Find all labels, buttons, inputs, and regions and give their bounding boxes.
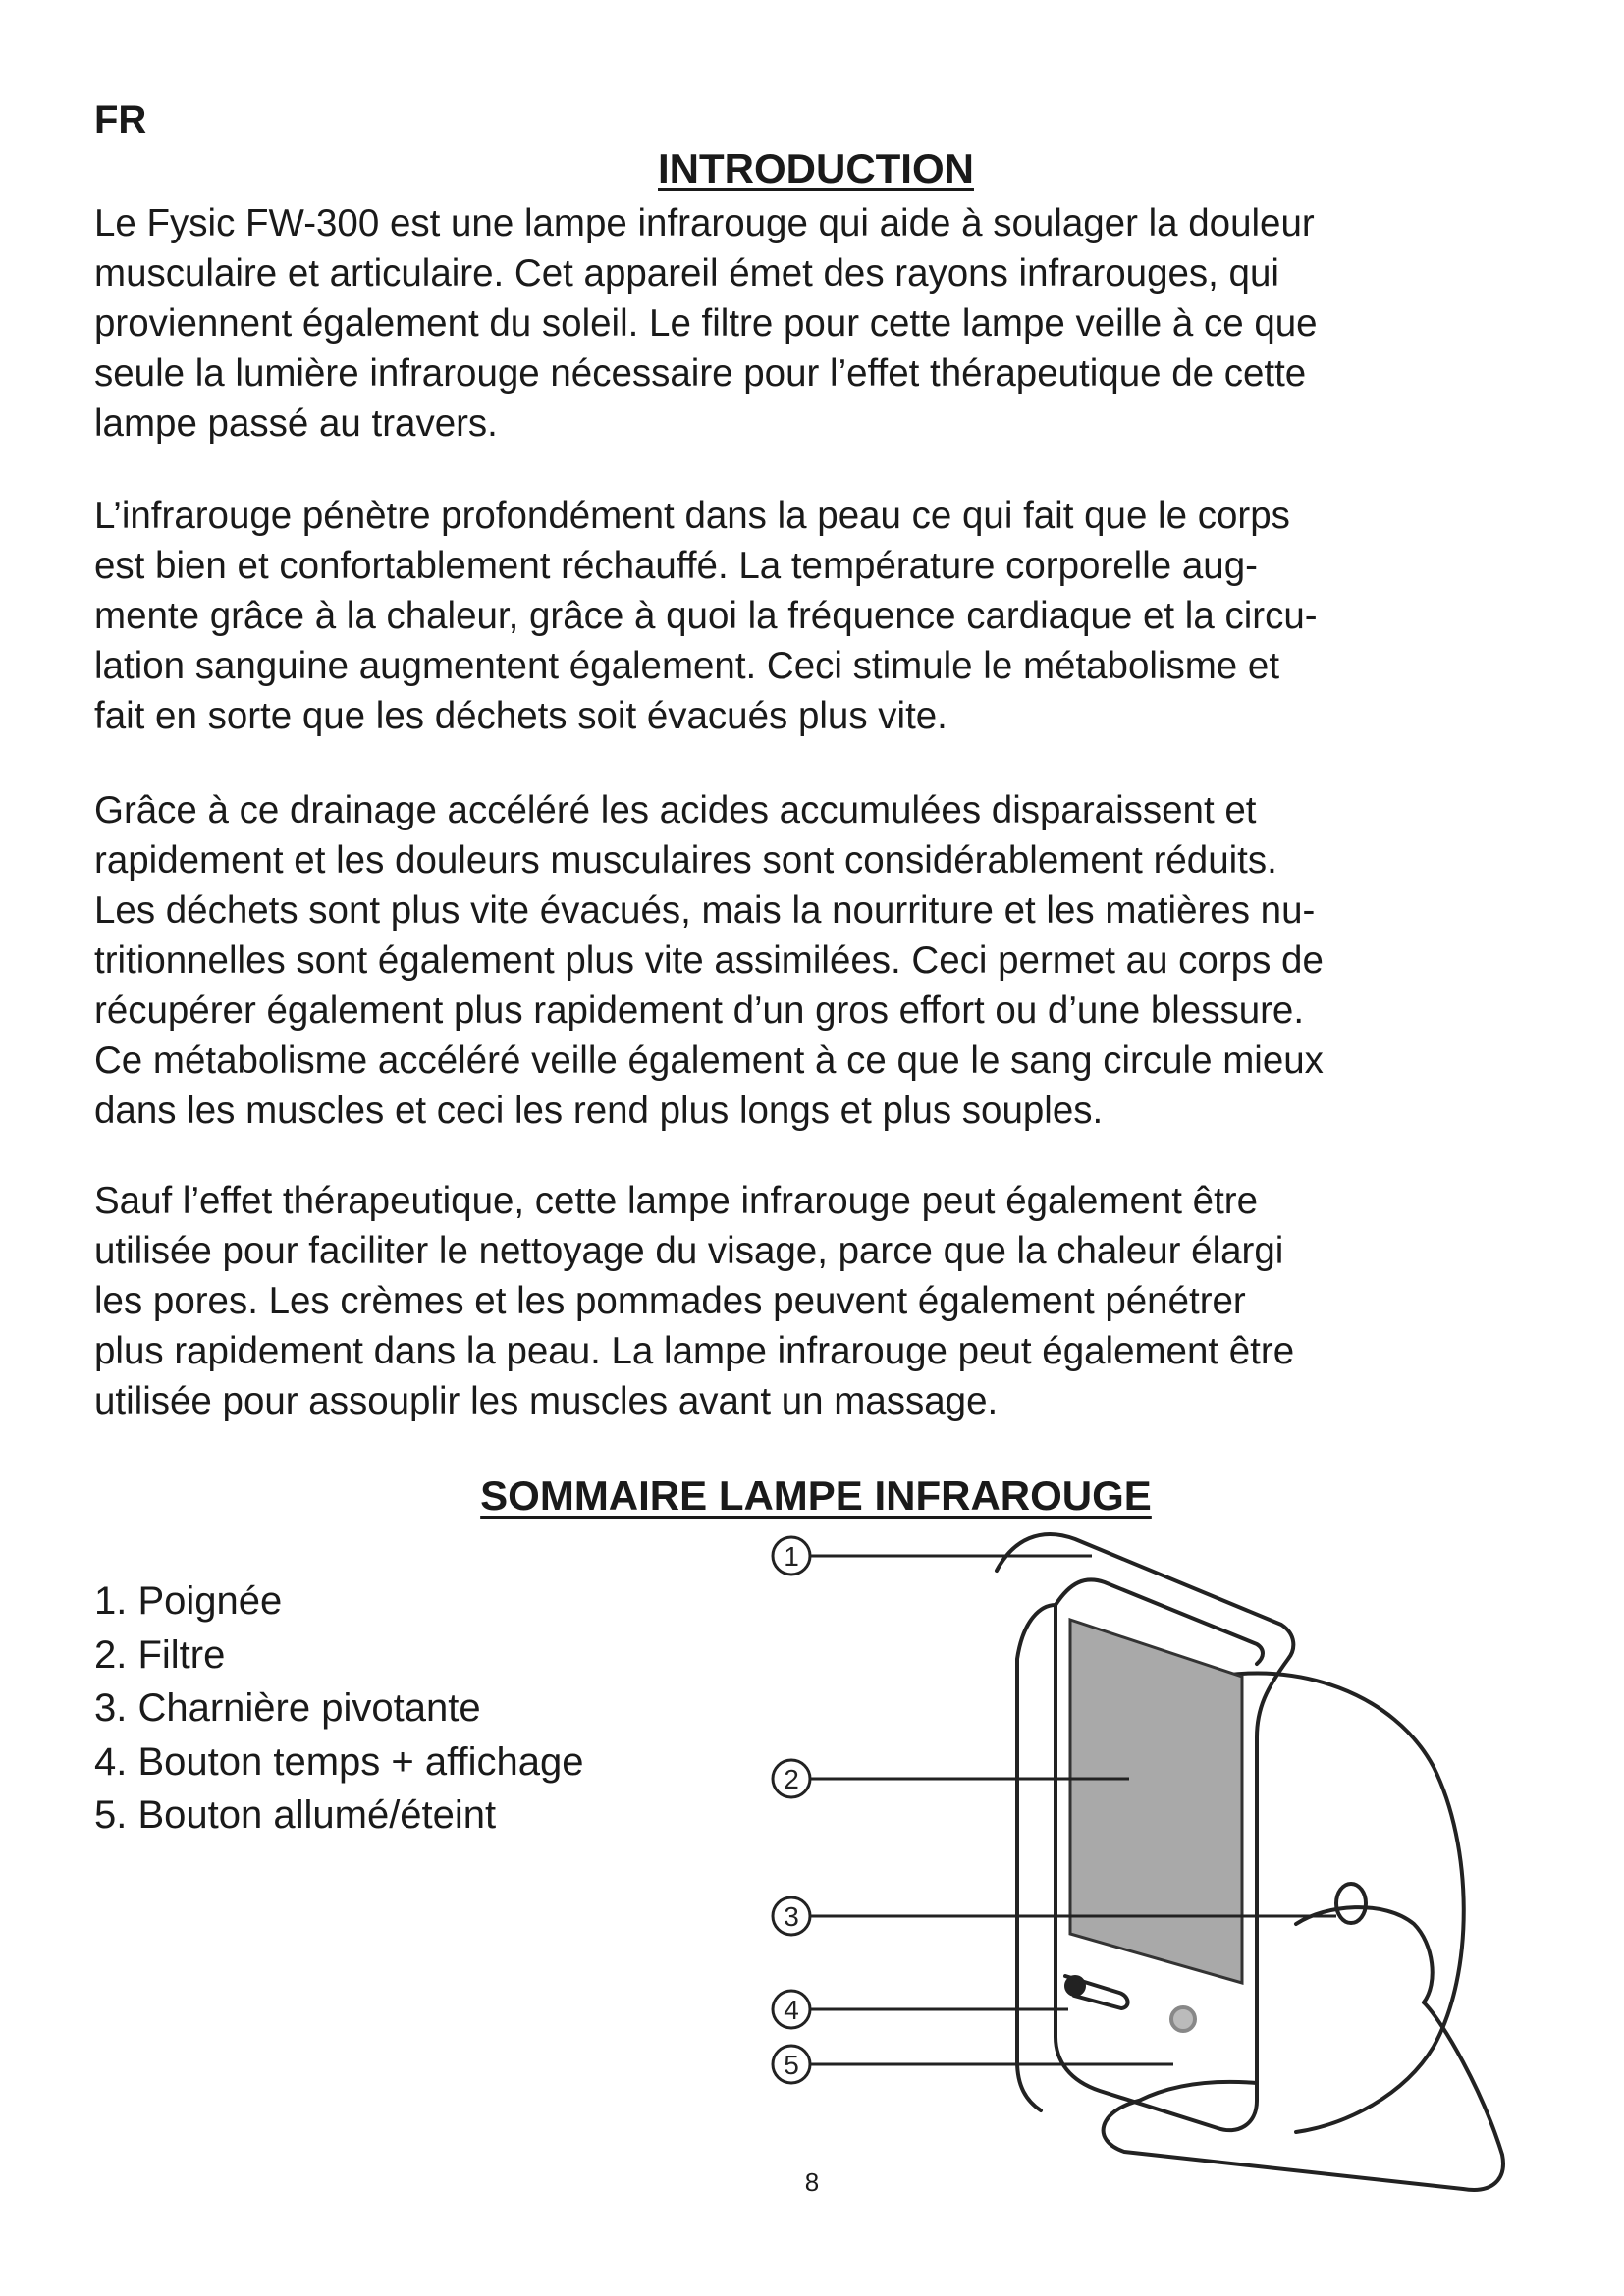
callout-number-2: 2	[784, 1764, 799, 1794]
introduction-heading	[0, 145, 1624, 192]
text-line: Sauf l’effet thérapeutique, cette lampe infrarouge peut également être	[94, 1180, 1259, 1222]
language-code: FR	[94, 98, 147, 141]
intro-paragraph-1	[94, 198, 1547, 449]
text-line: rapidement et les douleurs musculaires sont considérablement réduits.	[94, 839, 1277, 881]
intro-paragraph-3	[94, 785, 1547, 1136]
text-line: lampe passé au travers.	[94, 402, 498, 445]
lamp-diagram	[746, 1512, 1532, 2199]
text-line: L’infrarouge pénètre profondément dans la peau ce qui fait que le corps	[94, 495, 1290, 537]
callout-number-4: 4	[784, 1995, 799, 2025]
power-button-shape	[1171, 2007, 1195, 2031]
text-line: utilisée pour faciliter le nettoyage du visage, parce que la chaleur élargi	[94, 1230, 1284, 1272]
pivot-hinge-knob	[1336, 1884, 1366, 1923]
part-item-filter: 2. Filtre	[94, 1632, 226, 1677]
text-line: lation sanguine augmentent également. Ceci stimule le métabolisme et	[94, 645, 1280, 687]
text-line: les pores. Les crèmes et les pommades peuvent également pénétrer	[94, 1280, 1246, 1322]
text-line: Grâce à ce drainage accéléré les acides accumulées disparaissent et	[94, 789, 1257, 831]
part-item-power-button: 5. Bouton allumé/éteint	[94, 1793, 497, 1837]
text-line: Le Fysic FW-300 est une lampe infrarouge qui aide à soulager la douleur	[94, 202, 1315, 244]
filter-panel	[1070, 1620, 1242, 1983]
callout-number-3: 3	[784, 1901, 799, 1932]
text-line: mente grâce à la chaleur, grâce à quoi la fréquence cardiaque et la circu-	[94, 595, 1318, 637]
text-line: seule la lumière infrarouge nécessaire pour l’effet thérapeutique de cette	[94, 352, 1307, 395]
callout-number-1: 1	[784, 1541, 799, 1572]
text-line: est bien et confortablement réchauffé. La température corporelle aug-	[94, 545, 1258, 587]
text-line: musculaire et articulaire. Cet appareil émet des rayons infrarouges, qui	[94, 252, 1279, 294]
text-line: fait en sorte que les déchets soit évacués plus vite.	[94, 695, 947, 737]
part-item-handle: 1. Poignée	[94, 1579, 283, 1623]
summary-heading-text: SOMMAIRE LAMPE INFRAROUGE	[480, 1472, 1152, 1519]
intro-paragraph-4	[94, 1176, 1547, 1426]
text-line: tritionnelles sont également plus vite assimilées. Ceci permet au corps de	[94, 939, 1324, 982]
text-line: plus rapidement dans la peau. La lampe infrarouge peut également être	[94, 1330, 1295, 1372]
text-line: proviennent également du soleil. Le filtre pour cette lampe veille à ce que	[94, 302, 1318, 345]
introduction-heading-text: INTRODUCTION	[658, 145, 974, 191]
lamp-base	[1104, 2002, 1503, 2190]
intro-paragraph-2	[94, 491, 1547, 741]
lamp-side-arm	[1296, 1907, 1433, 2002]
part-item-hinge: 3. Charnière pivotante	[94, 1686, 481, 1730]
text-line: Les déchets sont plus vite évacués, mais la nourriture et les matières nu-	[94, 889, 1316, 932]
page-number: 8	[804, 2167, 820, 2197]
callout-number-5: 5	[784, 2050, 799, 2080]
text-line: Ce métabolisme accéléré veille également à ce que le sang circule mieux	[94, 1040, 1324, 1082]
text-line: récupérer également plus rapidement d’un gros effort ou d’une blessure.	[94, 989, 1305, 1032]
text-line: dans les muscles et ceci les rend plus longs et plus souples.	[94, 1090, 1104, 1132]
text-line: utilisée pour assouplir les muscles avant un massage.	[94, 1380, 999, 1422]
part-item-timer-button: 4. Bouton temps + affichage	[94, 1739, 584, 1784]
parts-list	[94, 1575, 584, 1842]
